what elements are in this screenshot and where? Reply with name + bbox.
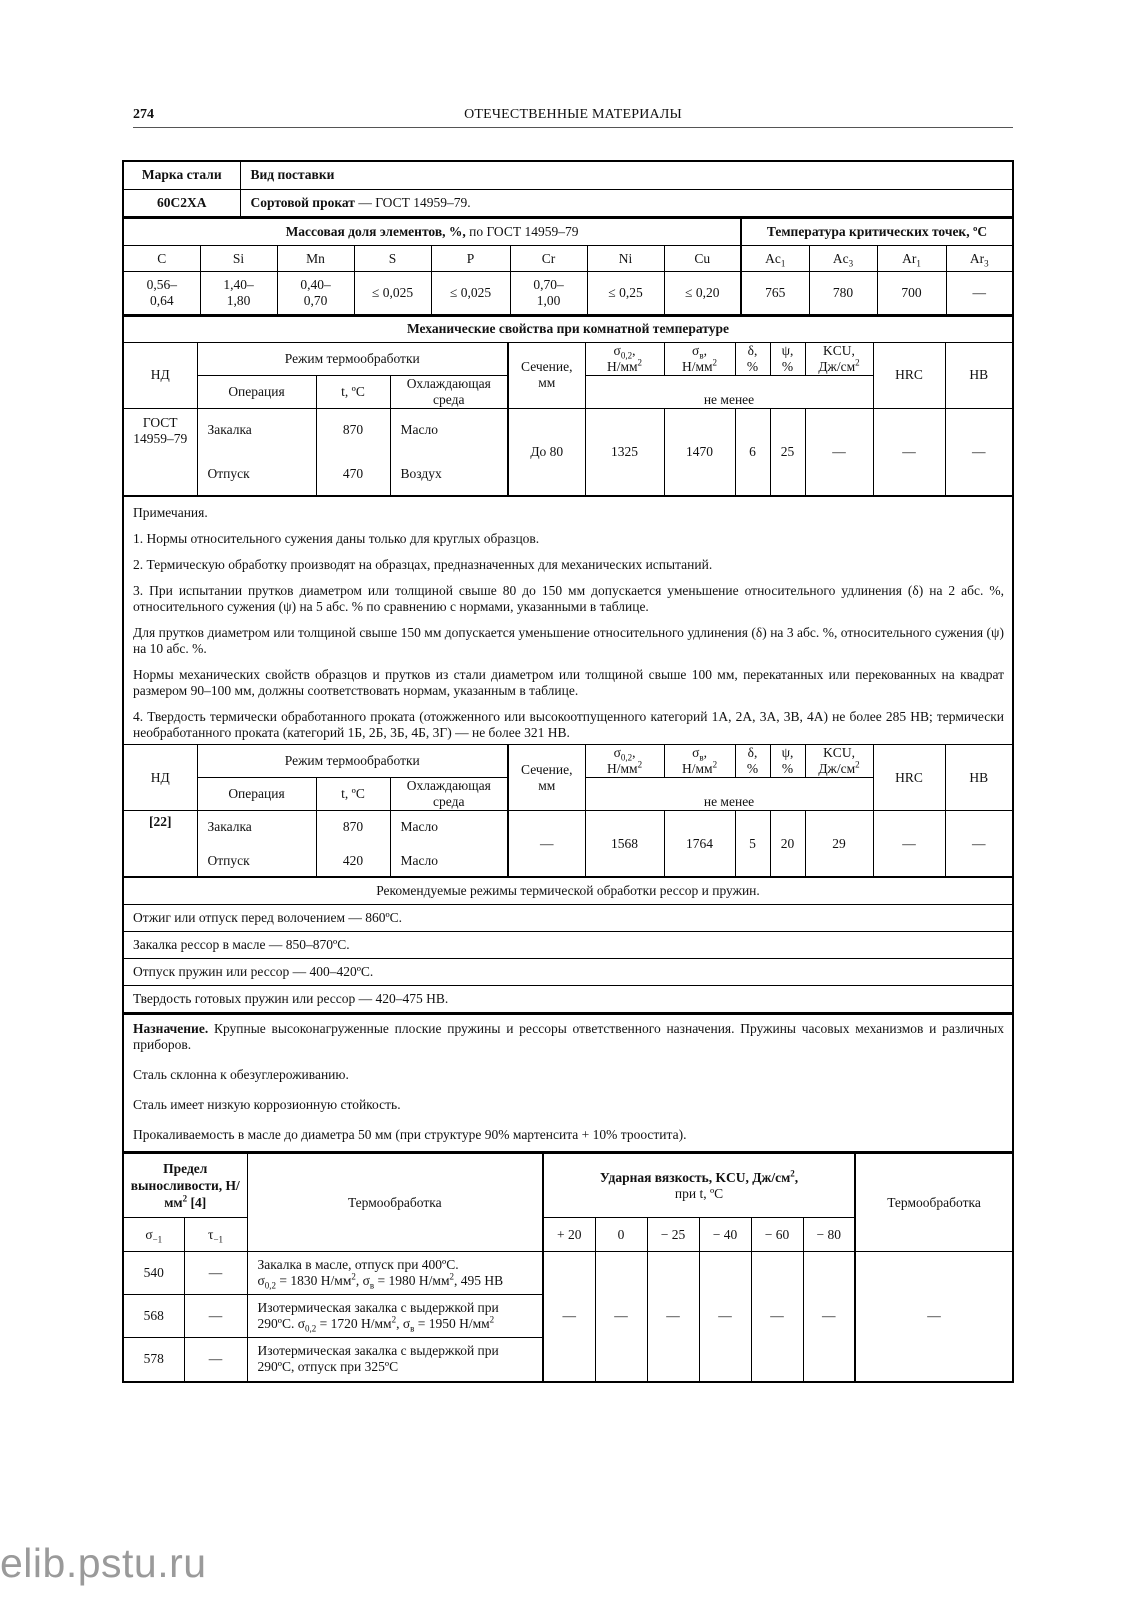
- col-kcu-unit: Дж/см: [818, 358, 856, 374]
- col-psi-sym: ψ,: [781, 342, 794, 358]
- page-header: [133, 107, 1013, 127]
- col-s02-2: $\sigma_{0,2}$, $Н/мм^2$: [585, 745, 664, 778]
- col-psi: [770, 342, 805, 375]
- element-c: C: [123, 246, 200, 272]
- col-kcu-2: KCU, $Дж/см^2$: [805, 745, 873, 778]
- h1-c: , σ: [355, 1273, 370, 1288]
- recommended-item-2: Закалка рессор в масле — 850–870ºС.: [123, 932, 1013, 959]
- col-section: Сечение, мм: [508, 342, 585, 408]
- sigma-col: [123, 1218, 184, 1252]
- composition-title: [123, 219, 741, 246]
- sb-gost: 1470: [664, 408, 735, 496]
- purpose-line-2: Сталь имеет низкую коррозионную стойкость.: [123, 1088, 1013, 1118]
- col-sb-sub: в: [699, 350, 704, 361]
- h1-b: = 1830 Н/мм: [276, 1273, 352, 1288]
- temp-quench: 870: [342, 421, 364, 437]
- col-hb-2: НВ: [945, 745, 1013, 811]
- impact-subtitle: при t, ºС: [674, 1185, 724, 1201]
- impact-val-3: —: [647, 1252, 699, 1382]
- element-s: S: [354, 246, 431, 272]
- watermark: elib.pstu.ru: [0, 1540, 207, 1586]
- col-hrc: HRC: [873, 342, 945, 408]
- hrc-gost: —: [873, 408, 945, 496]
- crit-ac1: [741, 246, 809, 272]
- purpose-body: Крупные высоконагруженные плоские пружины и рессоры ответственного назначения. Пружины часовых механизмов и различных приборов.: [133, 1021, 1004, 1052]
- crit-ar1-sub: 1: [916, 258, 921, 269]
- col-s02-unit: Н/мм: [606, 358, 638, 374]
- critical-points-title: Температура критических точек, ºС: [741, 219, 1013, 246]
- notes-block: [122, 497, 1014, 744]
- sigma-sym: σ: [145, 1226, 153, 1242]
- value-mn: 0,40– 0,70: [277, 272, 354, 315]
- nd-22: [22]: [123, 811, 197, 877]
- recommended-item-4: Твердость готовых пружин или рессор — 420–475 НВ.: [123, 986, 1013, 1013]
- temp-col-5: − 60: [751, 1218, 803, 1252]
- temp-quench-2: 870: [342, 818, 364, 834]
- col-delta-sym: δ,: [747, 342, 758, 358]
- supply-value: [240, 189, 1013, 217]
- note-2: 2. Термическую обработку производят на образцах, предназначенных для механических испытаний.: [123, 552, 1013, 578]
- h2-sub2: в: [410, 1323, 415, 1334]
- tau-sub: −1: [213, 1234, 224, 1245]
- note-3c: Нормы механических свойств образцов и прутков из стали диаметром или толщиной свыше 100 мм, перекатанных или перекованных на квадрат размером 90–100 мм, должны соответствовать нормам, указанным в таблице.: [123, 662, 1013, 704]
- note-3b: Для прутков диаметром или толщиной свыше 150 мм допускается уменьшение относительного удлинения (δ) на 3 абс. %, относительного сужения (ψ) на 10 абс. %.: [123, 620, 1013, 662]
- h2-sub: 0,2: [304, 1323, 317, 1334]
- delta-gost: 6: [735, 408, 770, 496]
- h2-d: = 1950 Н/мм: [414, 1316, 490, 1331]
- heat-desc-1-line1: Закалка в масле, отпуск при 400ºС.: [257, 1257, 459, 1272]
- temp-col-1: + 20: [543, 1218, 595, 1252]
- composition-table: [122, 218, 1014, 316]
- not-less-label: не менее: [585, 375, 873, 408]
- grade-table: [122, 160, 1014, 218]
- col-delta-2: [735, 745, 770, 778]
- temps-gost: [316, 408, 390, 496]
- h1-sub: 0,2: [264, 1280, 277, 1291]
- col-kcu-2-unit: Дж/см: [818, 761, 856, 776]
- h1-sub2: в: [369, 1280, 375, 1291]
- impact-val-4: —: [699, 1252, 751, 1382]
- fatigue-title-text: Предел выносливости, Н/мм: [130, 1161, 240, 1210]
- mech-title: Механические свойства при комнатной температуре: [123, 316, 1013, 342]
- recommended-block: [122, 877, 1014, 1013]
- col-delta-2-sym: δ,: [747, 745, 758, 760]
- hb-gost: —: [945, 408, 1013, 496]
- header-rule: [133, 127, 1013, 128]
- kcu-22: 29: [805, 811, 873, 877]
- note-1: 1. Нормы относительного сужения даны только для круглых образцов.: [123, 526, 1013, 552]
- notes-title: Примечания.: [123, 497, 1013, 526]
- cool-temper-2: Масло: [400, 852, 438, 868]
- crit-ac3: [809, 246, 877, 272]
- col-nd: НД: [123, 342, 197, 408]
- col-temp: t, ºС: [316, 375, 390, 408]
- col-hrc-2: HRC: [873, 745, 945, 811]
- col-heat-mode: Режим термообработки: [197, 342, 508, 375]
- value-p: ≤ 0,025: [431, 272, 510, 315]
- h1-d: = 1980 Н/мм: [374, 1273, 450, 1288]
- col-kcu: KCU, $Дж/см^2$: [805, 342, 873, 375]
- h2-b: = 1720 Н/мм: [316, 1316, 392, 1331]
- col-s02-sym: σ: [613, 342, 621, 358]
- col-psi-2-sym: ψ,: [781, 745, 794, 760]
- value-cr: 0,70– 1,00: [510, 272, 587, 315]
- heat-desc-3-line2: 290ºС, отпуск при 325ºС: [257, 1359, 399, 1375]
- grade-value: 60С2ХА: [123, 189, 240, 217]
- value-s: ≤ 0,025: [354, 272, 431, 315]
- op-quench-2: Закалка: [207, 818, 252, 834]
- sigma-sub: −1: [152, 1234, 163, 1245]
- col-delta-2-pct: %: [746, 761, 759, 776]
- crit-ar3: [946, 246, 1013, 272]
- cool-quench: Масло: [400, 421, 438, 437]
- supply-bold: Сортовой прокат: [250, 194, 355, 210]
- page-title: ОТЕЧЕСТВЕННЫЕ МАТЕРИАЛЫ: [464, 107, 682, 122]
- nd-gost: ГОСТ 14959–79: [123, 408, 197, 496]
- impact-val-1: —: [543, 1252, 595, 1382]
- col-s02-2-sym: σ: [613, 745, 621, 760]
- hb-22: —: [945, 811, 1013, 877]
- crit-ar3-sub: 3: [984, 258, 989, 269]
- temp-temper: 470: [342, 465, 364, 481]
- h1-a: σ: [257, 1273, 265, 1288]
- composition-title-bold: Массовая доля элементов, %,: [285, 224, 466, 239]
- col-temp-2: t, ºС: [316, 778, 390, 811]
- cool-quench-2: Масло: [400, 818, 438, 834]
- ops-22: [197, 811, 316, 877]
- col-cooling-2: Охлаждающая среда: [390, 778, 508, 811]
- element-si: Si: [200, 246, 277, 272]
- sigma-val-1: 540: [123, 1252, 184, 1295]
- sigma-val-2: 568: [123, 1295, 184, 1338]
- col-sb-2-unit: Н/мм: [681, 761, 713, 776]
- recommended-item-3: Отпуск пружин или рессор — 400–420ºС.: [123, 959, 1013, 986]
- element-mn: Mn: [277, 246, 354, 272]
- ops-gost: [197, 408, 316, 496]
- grade-label: Марка стали: [123, 161, 240, 189]
- cool-temper: Воздух: [400, 465, 442, 481]
- col-section-2: Сечение, мм: [508, 745, 585, 811]
- cool-gost: [390, 408, 508, 496]
- crit-ac3-sub: 3: [848, 258, 854, 269]
- value-ac1: 765: [741, 272, 809, 315]
- h2-c: , σ: [396, 1316, 411, 1331]
- steel-datasheet: [122, 160, 1014, 1383]
- op-quench: Закалка: [207, 421, 252, 437]
- col-sb-2-sub: в: [699, 752, 704, 763]
- fatigue-title-ref: [4]: [187, 1195, 207, 1210]
- impact-title-bold: Ударная вязкость, KCU, $Дж/см^2$,: [599, 1168, 799, 1185]
- element-cr: Cr: [510, 246, 587, 272]
- col-hb: НВ: [945, 342, 1013, 408]
- section-gost: До 80: [508, 408, 585, 496]
- col-cooling: Охлаждающая среда: [390, 375, 508, 408]
- kcu-gost: —: [805, 408, 873, 496]
- tau-col: [184, 1218, 247, 1252]
- crit-ac3-label: Ac: [832, 250, 849, 266]
- temp-col-4: − 40: [699, 1218, 751, 1252]
- impact-title: [543, 1154, 855, 1218]
- col-kcu-sym: KCU,: [823, 342, 855, 358]
- heat-col-2: Термообработка: [855, 1154, 1013, 1252]
- sb-22: 1764: [664, 811, 735, 877]
- impact-title-text: Ударная вязкость, KCU, Дж/см: [599, 1169, 791, 1185]
- tau-val-1: —: [184, 1252, 247, 1295]
- s02-gost: 1325: [585, 408, 664, 496]
- heat-col: Термообработка: [247, 1154, 543, 1252]
- heat-desc-2-line2: 290ºС. $\sigma_{0,2} = 1720$ $Н/мм^2$, $\sigma_в = 1950$ $Н/мм^2$: [257, 1314, 495, 1334]
- col-psi-2-pct: %: [781, 761, 794, 776]
- col-sb-2: $\sigma_в$, $Н/мм^2$: [664, 745, 735, 778]
- fatigue-title: Предел выносливости, $Н/мм^2$ [4]: [123, 1154, 247, 1218]
- element-value-row: [123, 272, 1013, 315]
- purpose-label: Назначение.: [133, 1021, 209, 1036]
- fatigue-table: [122, 1153, 1014, 1383]
- crit-ac1-sub: 1: [780, 258, 786, 269]
- note-4: 4. Твердость термически обработанного проката (отожженного или высокоотпущенного категорий 1А, 2А, 3А, 3В, 4А) не более 285 НВ; термически необработанного проката (категорий 1Б, 2Б, 3Б, 4Б, 3Г) — не более 321 НВ.: [123, 704, 1013, 744]
- col-s02-sub: 0,2: [620, 350, 633, 361]
- temp-col-2: 0: [595, 1218, 647, 1252]
- mech-row-22: [123, 811, 1013, 877]
- col-sb-2-sym: σ: [692, 745, 700, 760]
- col-psi-pct: %: [781, 358, 794, 374]
- delta-22: 5: [735, 811, 770, 877]
- col-nd-2: НД: [123, 745, 197, 811]
- tau-val-2: —: [184, 1295, 247, 1338]
- col-delta: [735, 342, 770, 375]
- col-sb: $\sigma_в$, $Н/мм^2$: [664, 342, 735, 375]
- impact-val-6: —: [803, 1252, 855, 1382]
- cool-22: [390, 811, 508, 877]
- h2-a: 290ºС. σ: [257, 1316, 305, 1331]
- mech-table-2: [122, 744, 1014, 877]
- op-temper-2: Отпуск: [207, 852, 250, 868]
- value-ar1: 700: [877, 272, 946, 315]
- heat-desc-2: [247, 1295, 543, 1338]
- composition-title-rest: по ГОСТ 14959–79: [465, 224, 579, 239]
- value-ar3: —: [946, 272, 1013, 315]
- section-22: —: [508, 811, 585, 877]
- element-header-row: [123, 246, 1013, 272]
- s02-22: 1568: [585, 811, 664, 877]
- op-temper: Отпуск: [207, 465, 250, 481]
- col-s02: $\sigma_{0,2}$, $Н/мм^2$: [585, 342, 664, 375]
- page-number: 274: [133, 107, 154, 122]
- psi-22: 20: [770, 811, 805, 877]
- heat-desc-1: [247, 1252, 543, 1295]
- purpose-block: [122, 1013, 1014, 1153]
- tau-val-3: —: [184, 1338, 247, 1382]
- purpose-line-3: Прокаливаемость в масле до диаметра 50 мм (при структуре 90% мартенсита + 10% троостита).: [123, 1118, 1013, 1152]
- col-delta-pct: %: [746, 358, 759, 374]
- temp-temper-2: 420: [342, 852, 364, 868]
- element-cu: Cu: [664, 246, 741, 272]
- mech-table-1: [122, 316, 1014, 498]
- value-cu: ≤ 0,20: [664, 272, 741, 315]
- heat-desc-1-line2: $\sigma_{0,2} = 1830$ $Н/мм^2$, $\sigma_в = 1980$ $Н/мм^2$, 495 НВ: [257, 1271, 504, 1291]
- temp-col-3: − 25: [647, 1218, 699, 1252]
- purpose-line-1: Сталь склонна к обезуглероживанию.: [123, 1058, 1013, 1088]
- heat2-val: —: [855, 1252, 1013, 1382]
- impact-val-5: —: [751, 1252, 803, 1382]
- mech-row-gost: [123, 408, 1013, 496]
- crit-ac1-label: Ac: [765, 250, 781, 266]
- col-s02-2-unit: Н/мм: [606, 761, 638, 776]
- heat-desc-3-line1: Изотермическая закалка с выдержкой при: [257, 1343, 499, 1359]
- value-si: 1,40– 1,80: [200, 272, 277, 315]
- note-3: 3. При испытании прутков диаметром или толщиной свыше 80 до 150 мм допускается уменьшение относительного удлинения (δ) на 2 абс. %, относительного сужения (ψ) на 5 абс. % по сравнению с нормами, указанными в таблице.: [123, 578, 1013, 620]
- hrc-22: —: [873, 811, 945, 877]
- col-s02-2-sub: 0,2: [620, 752, 633, 763]
- element-ni: Ni: [587, 246, 664, 272]
- supply-label: Вид поставки: [240, 161, 1013, 189]
- col-operation-2: Операция: [197, 778, 316, 811]
- value-ac3: 780: [809, 272, 877, 315]
- col-kcu-2-sym: KCU,: [823, 745, 855, 760]
- temp-col-6: − 80: [803, 1218, 855, 1252]
- value-ni: ≤ 0,25: [587, 272, 664, 315]
- temps-22: [316, 811, 390, 877]
- recommended-title: Рекомендуемые режимы термической обработки рессор и пружин.: [123, 878, 1013, 905]
- col-sb-unit: Н/мм: [681, 358, 713, 374]
- fatigue-row-1: [123, 1252, 1013, 1295]
- heat-desc-3: [247, 1338, 543, 1382]
- crit-ar1-label: Ar: [902, 250, 917, 266]
- value-c: 0,56– 0,64: [123, 272, 200, 315]
- purpose-text: [123, 1014, 1013, 1058]
- recommended-item-1: Отжиг или отпуск перед волочением — 860ºС.: [123, 905, 1013, 932]
- sigma-val-3: 578: [123, 1338, 184, 1382]
- supply-rest: — ГОСТ 14959–79.: [354, 194, 471, 210]
- not-less-label-2: не менее: [585, 778, 873, 811]
- psi-gost: 25: [770, 408, 805, 496]
- heat-desc-2-line1: Изотермическая закалка с выдержкой при: [257, 1300, 499, 1315]
- col-sb-sym: σ: [692, 342, 700, 358]
- crit-ar1: [877, 246, 946, 272]
- impact-val-2: —: [595, 1252, 647, 1382]
- tau-sym: τ: [208, 1226, 214, 1242]
- crit-ar3-label: Ar: [969, 250, 985, 266]
- col-heat-mode-2: Режим термообработки: [197, 745, 508, 778]
- col-operation: Операция: [197, 375, 316, 408]
- col-psi-2: [770, 745, 805, 778]
- element-p: P: [431, 246, 510, 272]
- h1-e: , 495 НВ: [453, 1273, 504, 1288]
